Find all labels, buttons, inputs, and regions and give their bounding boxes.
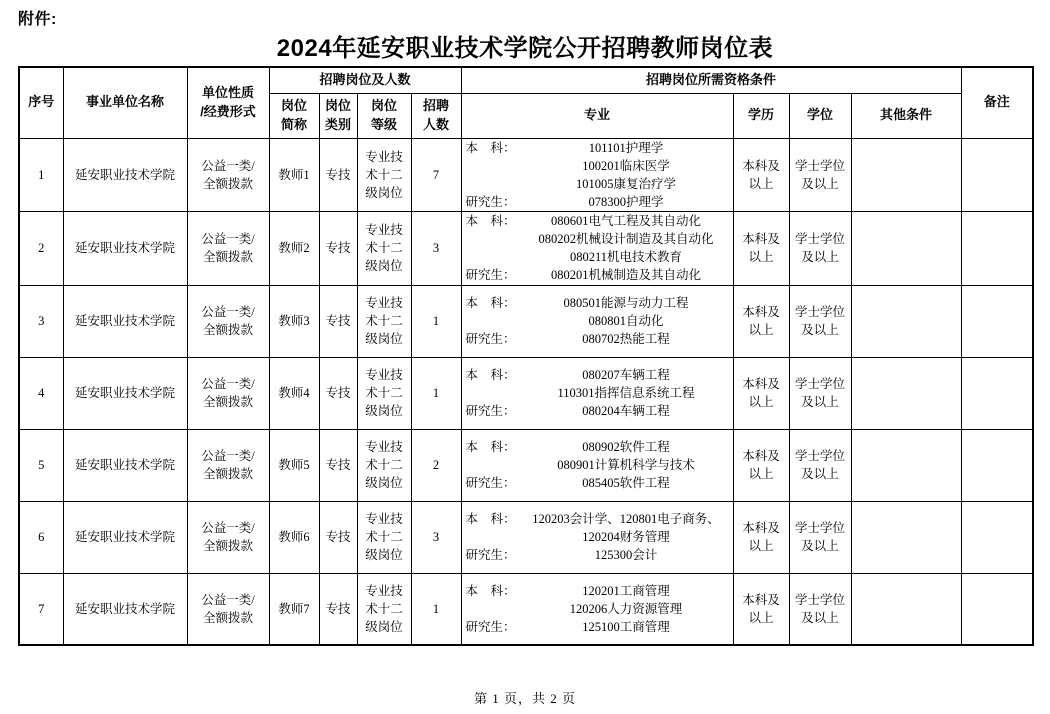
cell-post-level: 专业技 术十二 级岗位: [357, 357, 411, 429]
recruitment-positions-table: [18, 66, 1034, 646]
cell-post-level: 专业技 术十二 级岗位: [357, 285, 411, 357]
major-graduate-line: [462, 330, 733, 348]
major-graduate-group: [462, 266, 733, 284]
cell-hire-count: 2: [411, 429, 461, 501]
cell-remark: [961, 573, 1033, 645]
cell-education: 本科及 以上: [733, 501, 789, 573]
cell-degree: 学士学位 及以上: [789, 357, 851, 429]
major-item: 080601电气工程及其自动化: [551, 214, 702, 229]
major-undergraduate-label: 本 科：: [465, 295, 516, 310]
major-undergraduate-label: 本 科：: [465, 367, 516, 382]
cell-post-abbr: 教师5: [269, 429, 319, 501]
major-graduate-label: 研究生：: [465, 404, 516, 419]
cell-major: [461, 357, 733, 429]
header-remark: 备注: [961, 67, 1033, 138]
page-indicator: 第 1 页，共 2 页: [473, 691, 576, 706]
major-undergraduate-group: [462, 438, 733, 474]
cell-degree: 学士学位 及以上: [789, 138, 851, 212]
header-post-category: [319, 93, 357, 138]
major-undergraduate-label: 本 科：: [465, 140, 516, 155]
major-graduate-line: [462, 546, 733, 564]
major-graduate-label: 研究生：: [465, 619, 516, 634]
cell-hire-count: 1: [411, 357, 461, 429]
cell-remark: [961, 429, 1033, 501]
cell-other-conditions: [851, 429, 961, 501]
major-graduate-items: [520, 330, 733, 348]
major-undergraduate-items: [520, 438, 733, 474]
cell-unit-name: 延安职业技术学院: [63, 285, 187, 357]
header-post-category-line1: 岗位: [324, 97, 351, 113]
cell-unit-nature: 公益一类/ 全额拨款: [187, 573, 269, 645]
cell-post-abbr: 教师2: [269, 212, 319, 286]
header-post-level: [357, 93, 411, 138]
major-item: 125100工商管理: [582, 619, 670, 634]
table-row: [19, 138, 1033, 212]
header-group-positions: 招聘岗位及人数: [269, 67, 461, 93]
cell-other-conditions: [851, 357, 961, 429]
major-graduate-group: [462, 402, 733, 420]
major-graduate-group: [462, 330, 733, 348]
major-undergraduate-items: [520, 294, 733, 330]
major-graduate-label: 研究生：: [465, 332, 516, 347]
cell-hire-count: 3: [411, 212, 461, 286]
major-item: 080201机械制造及其自动化: [551, 268, 702, 283]
table-header: [19, 67, 1033, 138]
cell-seq: 7: [19, 573, 63, 645]
table-row: [19, 501, 1033, 573]
cell-unit-name: 延安职业技术学院: [63, 212, 187, 286]
header-unit-nature-line1: 单位性质: [201, 84, 254, 100]
cell-degree: 学士学位 及以上: [789, 212, 851, 286]
table-row: [19, 212, 1033, 286]
major-undergraduate-line: [462, 139, 733, 193]
cell-post-level: 专业技 术十二 级岗位: [357, 138, 411, 212]
major-undergraduate-line: [462, 212, 733, 266]
header-row-top: [19, 67, 1033, 93]
header-post-category-line2: 类别: [324, 116, 351, 132]
cell-major: [461, 138, 733, 212]
major-item: 080702热能工程: [582, 332, 670, 347]
major-item: 080211机电技术教育: [569, 250, 683, 265]
cell-post-abbr: 教师7: [269, 573, 319, 645]
major-undergraduate-label: 本 科：: [465, 583, 516, 598]
cell-hire-count: 7: [411, 138, 461, 212]
cell-seq: 3: [19, 285, 63, 357]
cell-seq: 6: [19, 501, 63, 573]
attachment-label: 附件:: [18, 11, 57, 28]
major-item: 120201工商管理: [582, 583, 670, 598]
major-undergraduate-items: [520, 510, 733, 546]
cell-post-level: 专业技 术十二 级岗位: [357, 429, 411, 501]
major-item: 080207车辆工程: [582, 367, 670, 382]
major-graduate-line: [462, 618, 733, 636]
cell-unit-name: 延安职业技术学院: [63, 429, 187, 501]
header-hire-count: [411, 93, 461, 138]
cell-seq: 1: [19, 138, 63, 212]
cell-education: 本科及 以上: [733, 573, 789, 645]
cell-post-category: 专技: [319, 357, 357, 429]
major-graduate-label: 研究生：: [465, 194, 516, 209]
cell-post-level: 专业技 术十二 级岗位: [357, 501, 411, 573]
header-education: 学历: [733, 93, 789, 138]
cell-degree: 学士学位 及以上: [789, 285, 851, 357]
major-undergraduate-line: [462, 294, 733, 330]
major-item: 085405软件工程: [582, 476, 670, 491]
major-undergraduate-items: [520, 212, 733, 266]
cell-other-conditions: [851, 573, 961, 645]
major-graduate-items: [520, 546, 733, 564]
cell-unit-nature: 公益一类/ 全额拨款: [187, 501, 269, 573]
major-undergraduate-line: [462, 366, 733, 402]
cell-post-level: 专业技 术十二 级岗位: [357, 573, 411, 645]
cell-post-abbr: 教师4: [269, 357, 319, 429]
cell-remark: [961, 285, 1033, 357]
header-group-qualifications: 招聘岗位所需资格条件: [461, 67, 961, 93]
major-item: 101101护理学: [588, 140, 664, 155]
cell-unit-name: 延安职业技术学院: [63, 501, 187, 573]
cell-major: [461, 285, 733, 357]
header-post-abbr: [269, 93, 319, 138]
cell-major: [461, 573, 733, 645]
cell-degree: 学士学位 及以上: [789, 429, 851, 501]
header-degree: 学位: [789, 93, 851, 138]
cell-education: 本科及 以上: [733, 285, 789, 357]
cell-post-category: 专技: [319, 501, 357, 573]
cell-post-abbr: 教师3: [269, 285, 319, 357]
major-item: 080901计算机科学与技术: [557, 457, 695, 472]
header-post-abbr-line1: 岗位: [280, 97, 307, 113]
major-graduate-group: [462, 618, 733, 636]
cell-major: [461, 501, 733, 573]
major-undergraduate-group: [462, 212, 733, 266]
header-other-conditions: 其他条件: [851, 93, 961, 138]
cell-major: [461, 212, 733, 286]
cell-remark: [961, 357, 1033, 429]
cell-seq: 2: [19, 212, 63, 286]
cell-unit-nature: 公益一类/ 全额拨款: [187, 285, 269, 357]
major-item: 125300会计: [594, 548, 658, 563]
major-undergraduate-items: [520, 139, 733, 193]
major-item: 080204车辆工程: [582, 404, 670, 419]
cell-remark: [961, 501, 1033, 573]
cell-unit-name: 延安职业技术学院: [63, 573, 187, 645]
table-row: [19, 357, 1033, 429]
major-item: 080202机械设计制造及其自动化: [538, 232, 714, 247]
cell-unit-nature: 公益一类/ 全额拨款: [187, 429, 269, 501]
cell-unit-name: 延安职业技术学院: [63, 138, 187, 212]
cell-other-conditions: [851, 501, 961, 573]
major-graduate-line: [462, 193, 733, 211]
major-graduate-line: [462, 474, 733, 492]
cell-unit-nature: 公益一类/ 全额拨款: [187, 357, 269, 429]
header-seq: 序号: [19, 67, 63, 138]
major-graduate-items: [520, 193, 733, 211]
cell-hire-count: 3: [411, 501, 461, 573]
cell-post-category: 专技: [319, 212, 357, 286]
header-major: 专业: [461, 93, 733, 138]
major-graduate-items: [520, 266, 733, 284]
major-item: 100201临床医学: [582, 158, 670, 173]
header-hire-count-line2: 人数: [423, 116, 450, 132]
table-row: [19, 285, 1033, 357]
cell-degree: 学士学位 及以上: [789, 573, 851, 645]
cell-major: [461, 429, 733, 501]
major-item: 080501能源与动力工程: [563, 295, 689, 310]
major-undergraduate-items: [520, 366, 733, 402]
cell-remark: [961, 212, 1033, 286]
cell-post-abbr: 教师6: [269, 501, 319, 573]
major-item: 101005康复治疗学: [576, 176, 677, 191]
cell-education: 本科及 以上: [733, 138, 789, 212]
major-graduate-label: 研究生：: [465, 476, 516, 491]
cell-post-category: 专技: [319, 429, 357, 501]
major-item: 080801自动化: [588, 313, 664, 328]
major-item: 110301指挥信息系统工程: [557, 385, 695, 400]
major-undergraduate-label: 本 科：: [465, 214, 516, 229]
major-item: 080902软件工程: [582, 439, 670, 454]
major-undergraduate-group: [462, 366, 733, 402]
major-undergraduate-label: 本 科：: [465, 511, 516, 526]
major-item: 120206人力资源管理: [569, 601, 683, 616]
cell-unit-nature: 公益一类/ 全额拨款: [187, 212, 269, 286]
header-post-abbr-line2: 简称: [280, 116, 307, 132]
major-graduate-label: 研究生：: [465, 268, 516, 283]
cell-hire-count: 1: [411, 573, 461, 645]
page-title: 2024年延安职业技术学院公开招聘教师岗位表: [276, 35, 774, 62]
major-undergraduate-group: [462, 510, 733, 546]
major-graduate-items: [520, 474, 733, 492]
major-item: 120204财务管理: [582, 529, 670, 544]
header-unit-nature-line2: /经费形式: [200, 103, 256, 119]
major-graduate-label: 研究生：: [465, 548, 516, 563]
cell-hire-count: 1: [411, 285, 461, 357]
major-undergraduate-line: [462, 582, 733, 618]
cell-seq: 5: [19, 429, 63, 501]
header-unit-name: 事业单位名称: [63, 67, 187, 138]
major-undergraduate-line: [462, 438, 733, 474]
header-unit-nature: [187, 67, 269, 138]
major-undergraduate-label: 本 科：: [465, 439, 516, 454]
major-undergraduate-line: [462, 510, 733, 546]
header-hire-count-line1: 招聘: [423, 97, 450, 113]
cell-degree: 学士学位 及以上: [789, 501, 851, 573]
major-item: 120203会计学、120801电子商务、: [532, 511, 720, 526]
header-post-level-line2: 等级: [370, 116, 397, 132]
cell-unit-nature: 公益一类/ 全额拨款: [187, 138, 269, 212]
major-item: 078300护理学: [588, 194, 664, 209]
cell-post-category: 专技: [319, 285, 357, 357]
table-row: [19, 573, 1033, 645]
cell-education: 本科及 以上: [733, 357, 789, 429]
cell-seq: 4: [19, 357, 63, 429]
job-table-container: [18, 66, 1032, 646]
major-graduate-line: [462, 402, 733, 420]
major-undergraduate-group: [462, 582, 733, 618]
cell-post-level: 专业技 术十二 级岗位: [357, 212, 411, 286]
cell-post-category: 专技: [319, 138, 357, 212]
table-body: [19, 138, 1033, 645]
table-row: [19, 429, 1033, 501]
cell-other-conditions: [851, 285, 961, 357]
cell-post-abbr: 教师1: [269, 138, 319, 212]
cell-unit-name: 延安职业技术学院: [63, 357, 187, 429]
cell-education: 本科及 以上: [733, 429, 789, 501]
major-undergraduate-items: [520, 582, 733, 618]
major-graduate-group: [462, 546, 733, 564]
cell-other-conditions: [851, 138, 961, 212]
major-graduate-group: [462, 193, 733, 211]
cell-remark: [961, 138, 1033, 212]
cell-other-conditions: [851, 212, 961, 286]
major-graduate-group: [462, 474, 733, 492]
header-post-level-line1: 岗位: [370, 97, 397, 113]
major-graduate-items: [520, 402, 733, 420]
major-undergraduate-group: [462, 294, 733, 330]
cell-education: 本科及 以上: [733, 212, 789, 286]
major-graduate-items: [520, 618, 733, 636]
major-graduate-line: [462, 266, 733, 284]
cell-post-category: 专技: [319, 573, 357, 645]
major-undergraduate-group: [462, 139, 733, 193]
